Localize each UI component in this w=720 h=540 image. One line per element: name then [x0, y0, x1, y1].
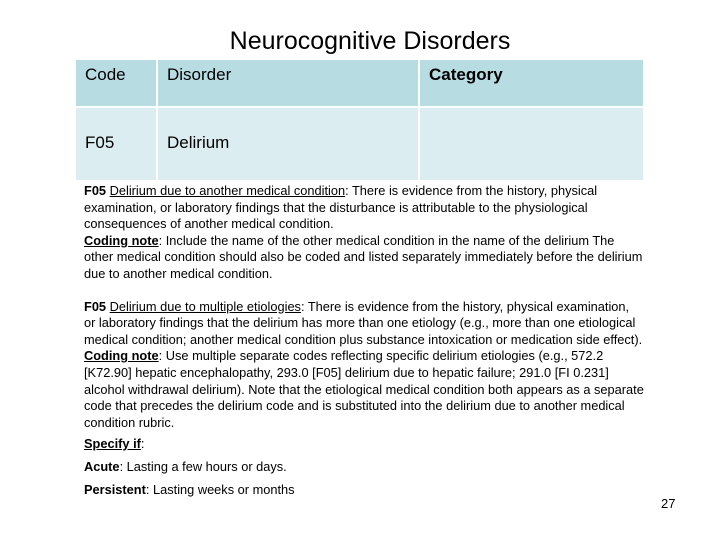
entry-2-coding-text: : Use multiple separate codes reflecting specific delirium etiologies (e.g., 572.2 [K72.90] hepatic encephalopathy, 293.0 [F05] delirium due to hepatic failure; 291.0 [FI 0.231] alcohol withdrawal delirium). Note that the etiological medical condition both appears as a separate code that precedes the delirium code and is substituted into the delirium due to another medical condition rubric. — [84, 348, 644, 430]
header-code: Code — [76, 60, 156, 106]
header-category: Category — [420, 60, 643, 106]
entry-1-heading: Delirium due to another medical condition — [109, 183, 346, 198]
acute-label: Acute — [84, 459, 120, 475]
cell-code: F05 — [76, 108, 156, 180]
page-title: Neurocognitive Disorders — [229, 27, 511, 55]
entry-2-text: : There is evidence from the history, physical examination, or laboratory findings that the delirium has more than one etiology (e.g., more than one etiological medical condition; another medical condition plus substance intoxication or medication side effect). — [84, 298, 643, 347]
persistent-label: Persistent — [84, 482, 146, 498]
specify-label: Specify if — [84, 436, 141, 452]
entry-1-coding-note — [84, 233, 644, 283]
disorder-table — [76, 60, 643, 180]
persistent-text: : Lasting weeks or months — [145, 482, 295, 498]
entry-2-description — [84, 299, 644, 349]
entry-2-coding-note — [84, 348, 644, 431]
entry-1-coding-label: Coding note — [84, 232, 159, 248]
entry-2-coding-label: Coding note — [84, 348, 159, 364]
page-number: 27 — [661, 496, 676, 511]
acute-specifier — [84, 457, 644, 477]
entry-1-coding-text: : Include the name of the other medical condition in the name of the delirium The other medical condition should also be coded and listed separately immediately before the delirium due to another medical condition. — [84, 232, 643, 281]
entry-2-code: F05 — [84, 298, 107, 314]
entry-1-description — [84, 183, 644, 233]
entry-1-text: : There is evidence from the history, physical examination, or laboratory findings that the disturbance is attributable to the physiological consequences of another medical condition. — [84, 183, 598, 232]
persistent-specifier — [84, 480, 644, 500]
cell-category — [420, 108, 643, 180]
entry-2-heading: Delirium due to multiple etiologies — [109, 298, 301, 314]
specify-if — [84, 434, 644, 454]
header-disorder: Disorder — [158, 60, 418, 106]
criteria-text — [84, 183, 644, 500]
cell-disorder: Delirium — [158, 108, 418, 180]
specify-colon: : — [140, 436, 145, 452]
entry-1-code: F05 — [84, 183, 107, 198]
acute-text: : Lasting a few hours or days. — [119, 459, 287, 475]
spacer — [84, 283, 644, 299]
